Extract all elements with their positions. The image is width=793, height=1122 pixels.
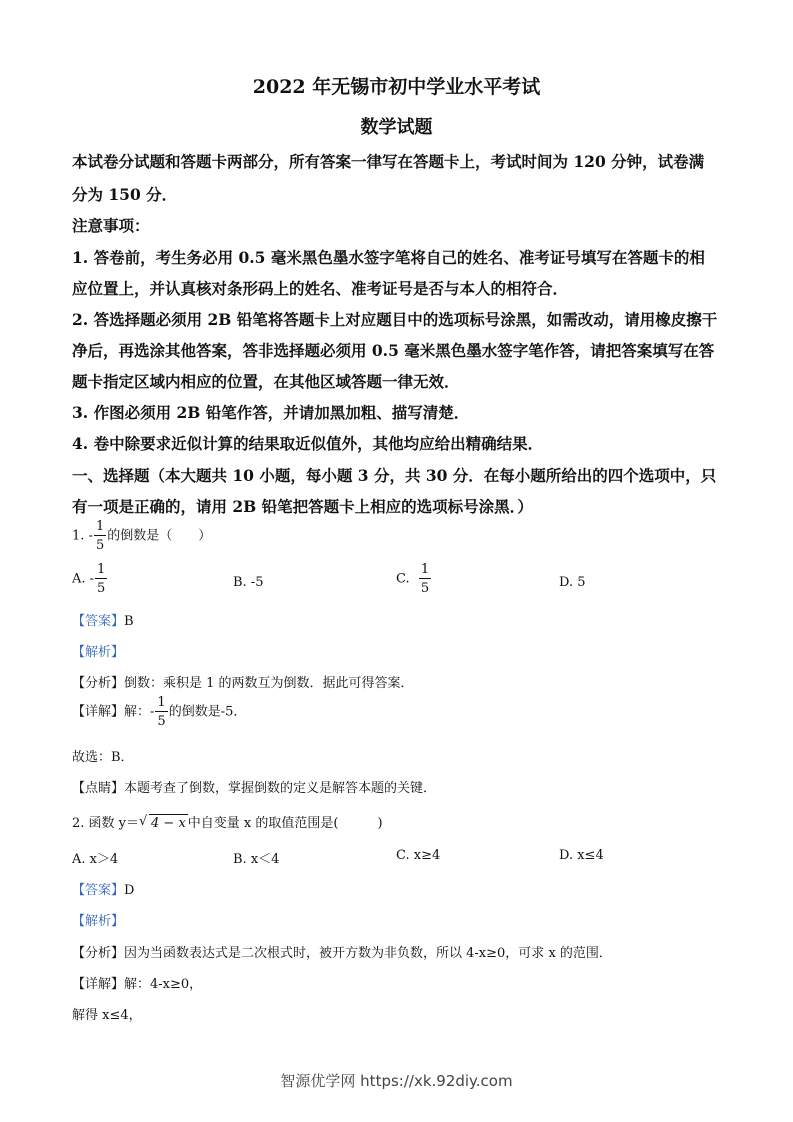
q1-option-c-num: 1 xyxy=(420,562,430,577)
notes-heading: 注意事项： xyxy=(72,216,150,235)
q1-option-a-den: 5 xyxy=(97,581,106,596)
q2-option-a: A. x＞4 xyxy=(72,852,119,867)
note-line-6: 3. 作图必须用 2B 铅笔作答，并请加黑加粗、描写清楚． xyxy=(72,403,470,422)
radical-sign-icon: √ xyxy=(139,814,148,829)
q1-option-c-label: C. xyxy=(396,571,410,587)
page-title: 2022 年无锡市初中学业水平考试 xyxy=(252,76,541,98)
footer-watermark: 智源优学网 https://xk.92diy.com xyxy=(280,1072,513,1090)
q1-answer-tag: 【答案】 xyxy=(72,614,125,629)
q1-option-b: B. -5 xyxy=(233,575,264,590)
q2-xiangjie-text: 解：4-x≥0， xyxy=(124,977,203,992)
q2-sqrt xyxy=(139,816,188,831)
q2-answer-value: D xyxy=(124,883,135,898)
q2-answer-tag: 【答案】 xyxy=(72,883,125,898)
q2-fenxi-text: 因为当函数表达式是二次根式时，被开方数为非负数，所以 4-x≥0，可求 x 的范围． xyxy=(124,946,612,961)
q1-xiangjie-num: 1 xyxy=(157,695,166,710)
q1-xiangjie-suffix: 的倒数是-5． xyxy=(168,704,247,720)
q1-xiangjie-den: 5 xyxy=(157,714,166,729)
q1-option-c-den: 5 xyxy=(420,581,430,596)
page-subtitle: 数学试题 xyxy=(360,117,433,138)
q1-xiangjie-prefix: 解：- xyxy=(124,704,155,720)
q2-xiangjie-tag: 【详解】 xyxy=(72,977,125,992)
q1-xiangjie-fraction xyxy=(155,696,167,728)
q2-analysis-tag: 【解析】 xyxy=(72,914,125,929)
q2-option-d: D. x≤4 xyxy=(559,848,604,863)
q1-answer xyxy=(72,610,134,629)
q2-solution-line: 解得 x≤4， xyxy=(72,1008,142,1023)
q1-option-d: D. 5 xyxy=(559,575,586,590)
q2-option-c: C. x≥4 xyxy=(396,848,441,863)
note-line-1: 1. 答卷前，考生务必用 0.5 毫米黑色墨水签字笔将自己的姓名、准考证号填写在答题卡的相 xyxy=(72,248,705,267)
q1-dianjing-tag: 【点睛】 xyxy=(72,781,125,796)
question-2 xyxy=(72,812,383,831)
q1-dianjing-text: 本题考查了倒数，掌握倒数的定义是解答本题的关键． xyxy=(124,781,437,796)
q1-option-a-num: 1 xyxy=(97,562,106,577)
note-line-5: 题卡指定区域内相应的位置，在其他区域答题一律无效． xyxy=(72,372,460,391)
q1-option-c-fraction xyxy=(419,563,431,595)
q1-answer-value: B xyxy=(124,614,134,629)
q1-fraction xyxy=(94,520,106,552)
q2-prefix: 2. 函数 y＝ xyxy=(72,816,140,831)
q1-prefix: 1. - xyxy=(72,528,93,544)
q1-dianjing xyxy=(72,777,436,796)
q1-option-a-fraction xyxy=(95,563,107,595)
q1-option-a-label: A. - xyxy=(72,571,95,587)
q1-xiangjie-tag: 【详解】 xyxy=(72,704,125,720)
q2-suffix: 中自变量 x 的取值范围是( ) xyxy=(187,816,383,831)
question-1 xyxy=(72,520,211,552)
q1-xiangjie xyxy=(72,696,246,728)
q2-radicand: 4 − x xyxy=(151,816,186,831)
note-line-3: 2. 答选择题必须用 2B 铅笔将答题卡上对应题目中的选项标号涂黑，如需改动，请用橡皮擦干 xyxy=(72,310,718,329)
q1-fenxi xyxy=(72,672,414,691)
intro-line-2: 分为 150 分． xyxy=(72,185,178,204)
q1-suffix: 的倒数是（ ） xyxy=(107,528,212,544)
section-heading-line-1: 一、选择题（本大题共 10 小题，每小题 3 分，共 30 分．在每小题所给出的四个选项中，只 xyxy=(72,466,717,485)
section-heading-line-2: 有一项是正确的，请用 2B 铅笔把答题卡上相应的选项标号涂黑．） xyxy=(72,497,533,516)
q2-fenxi-tag: 【分析】 xyxy=(72,946,125,961)
q1-analysis-tag: 【解析】 xyxy=(72,645,125,660)
q1-option-a xyxy=(72,563,108,595)
q1-fenxi-text: 倒数：乘积是 1 的两数互为倒数．据此可得答案． xyxy=(124,676,414,691)
q1-fenxi-tag: 【分析】 xyxy=(72,676,125,691)
q2-fenxi xyxy=(72,942,612,961)
q2-answer xyxy=(72,879,134,898)
q1-frac-den: 5 xyxy=(95,538,105,553)
q1-frac-num: 1 xyxy=(95,519,105,534)
note-line-7: 4. 卷中除要求近似计算的结果取近似值外，其他均应给出精确结果． xyxy=(72,434,544,453)
q1-choose: 故选：B． xyxy=(72,750,134,765)
q1-option-c xyxy=(396,563,432,595)
note-line-2: 应位置上，并认真核对条形码上的姓名、准考证号是否与本人的相符合． xyxy=(72,279,569,298)
intro-line-1: 本试卷分试题和答题卡两部分，所有答案一律写在答题卡上，考试时间为 120 分钟，试卷满 xyxy=(72,152,705,171)
q2-xiangjie xyxy=(72,973,202,992)
note-line-4: 净后，再选涂其他答案，答非选择题必须用 0.5 毫米黑色墨水签字笔作答，请把答案填写在答 xyxy=(72,341,715,360)
q2-option-b: B. x＜4 xyxy=(233,852,280,867)
